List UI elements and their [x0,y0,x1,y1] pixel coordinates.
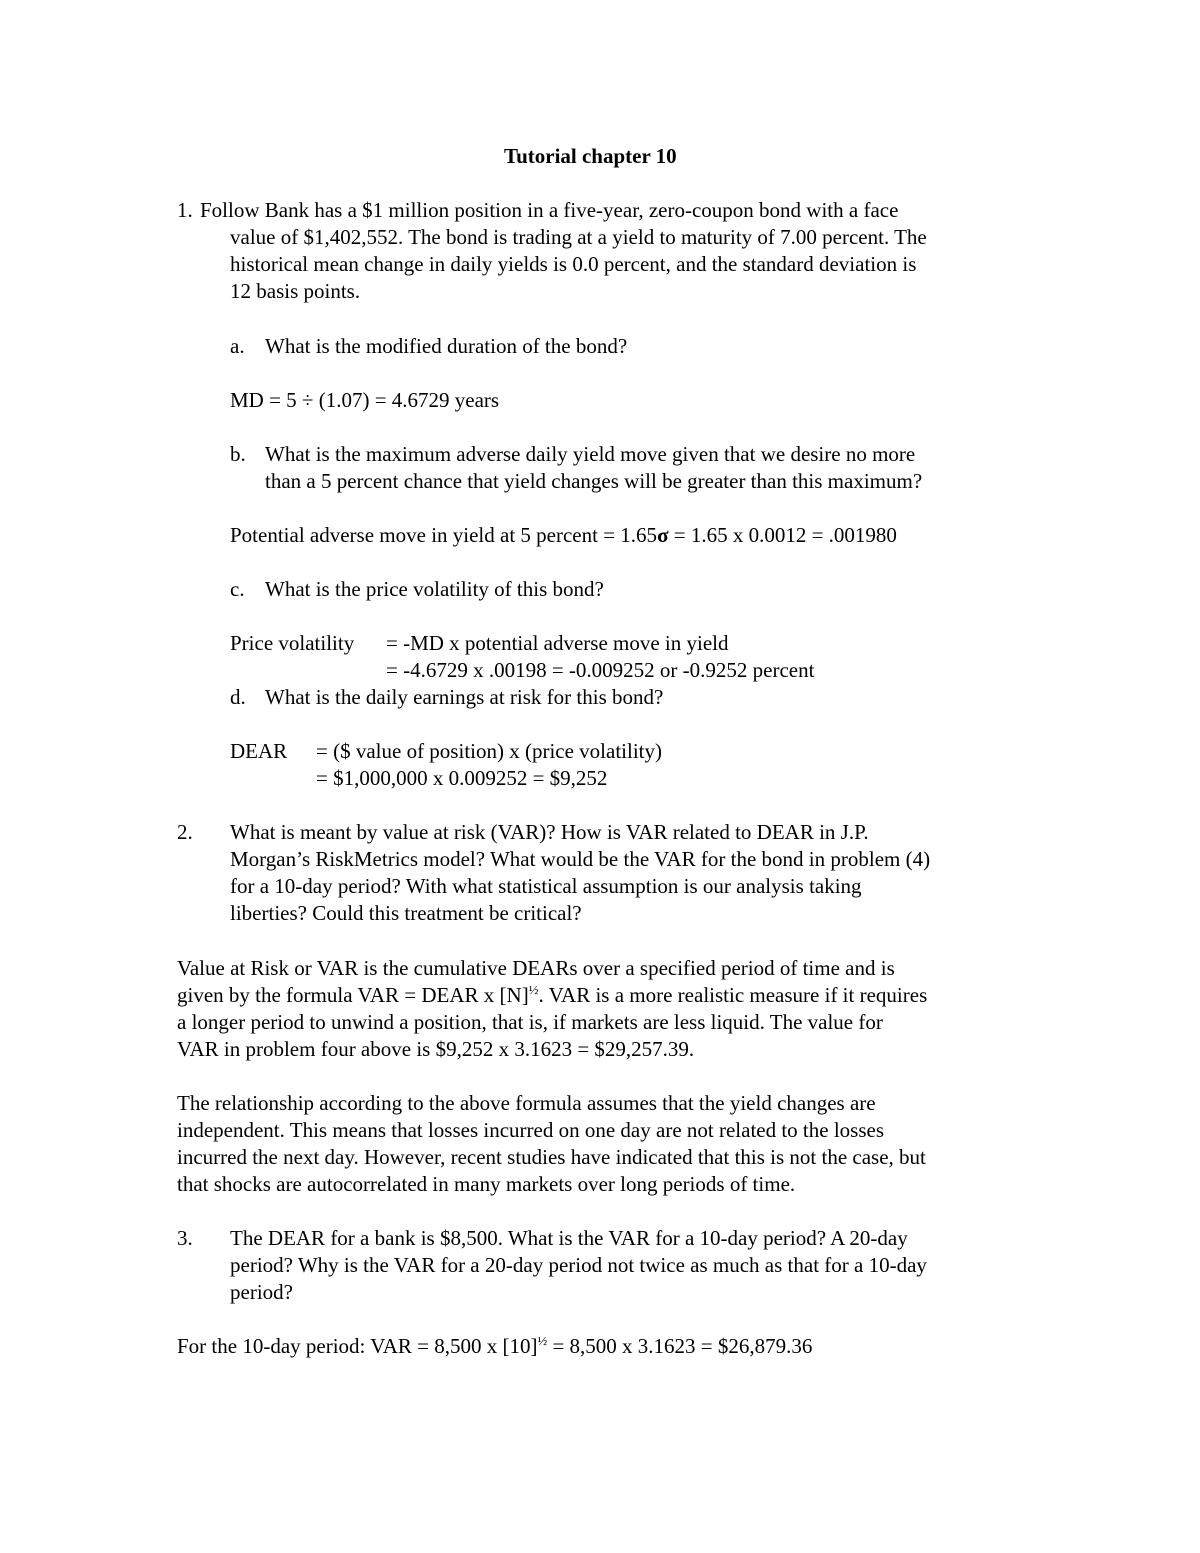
answer-text: The relationship according to the above formula assumes that the yield changes are [177,1091,876,1115]
answer-text: For the 10-day period: VAR = 8,500 x $[10]^{\frac{1}{2}} = 8,500$ x 3.1623 = $26,879.36 [177,1333,813,1358]
question-number: 1. [177,198,193,222]
question-text-line: Morgan’s RiskMetrics model? What would be the VAR for the bond in problem (4) [230,847,931,871]
question-text-line: period? Why is the VAR for a 20-day period not twice as much as that for a 10-day [230,1253,927,1277]
subquestion-label: c. [230,577,245,601]
question-text-line: The DEAR for a bank is $8,500. What is the VAR for a 10-day period? A 20-day [230,1226,908,1250]
answer-text: VAR in problem four above is $9,252 x 3.1623 = $29,257.39. [177,1037,695,1061]
subquestion-text: What is the maximum adverse daily yield move given that we desire no more [265,442,916,466]
page-title: Tutorial chapter 10 [504,144,677,168]
answer-text: = -4.6729 x .00198 = -0.009252 or -0.9252 percent [386,658,815,682]
answer-text: = -MD x potential adverse move in yield [386,631,729,655]
subquestion-label: a. [230,334,245,358]
subquestion-label: b. [230,442,246,466]
question-text-line: 12 basis points. [230,279,361,303]
question-text-line: liberties? Could this treatment be critical? [230,901,582,925]
subquestion-text: What is the modified duration of the bond? [265,334,628,358]
question-text-line: value of $1,402,552. The bond is trading at a yield to maturity of 7.00 percent. The [230,225,927,249]
answer-text: = $1,000,000 x 0.009252 = $9,252 [316,766,608,790]
answer-text: a longer period to unwind a position, that is, if markets are less liquid. The value for [177,1010,883,1034]
question-text-line: for a 10-day period? With what statistical assumption is our analysis taking [230,874,862,898]
answer-text: Potential adverse move in yield at 5 percent = 1.65σ = 1.65 x 0.0012 = .001980 [230,523,897,547]
subquestion-text: What is the price volatility of this bond? [265,577,604,601]
question-text-line: period? [230,1280,293,1304]
answer-text: that shocks are autocorrelated in many markets over long periods of time. [177,1172,796,1196]
answer-term: Price volatility [230,631,355,655]
answer-text: Value at Risk or VAR is the cumulative DEARs over a specified period of time and is [177,956,895,980]
answer-text: independent. This means that losses incurred on one day are not related to the losses [177,1118,885,1142]
answer-text: incurred the next day. However, recent studies have indicated that this is not the case, but [177,1145,926,1169]
subquestion-text: than a 5 percent chance that yield changes will be greater than this maximum? [265,469,923,493]
question-text-line: historical mean change in daily yields is 0.0 percent, and the standard deviation is [230,252,917,276]
answer-term: DEAR [230,739,288,763]
subquestion-text: What is the daily earnings at risk for this bond? [265,685,664,709]
answer-text: = ($ value of position) x (price volatility) [316,739,663,763]
question-number: 3. [177,1226,193,1250]
answer-text: MD = 5 ÷ (1.07) = 4.6729 years [230,388,500,412]
answer-text: given by the formula VAR = DEAR x $[N]^{\frac{1}{2}}$. VAR is a more realistic measure if it requires [177,982,928,1007]
question-text-line: Follow Bank has a $1 million position in a five-year, zero-coupon bond with a face [200,198,899,222]
question-number: 2. [177,820,193,844]
sigma-symbol: σ [657,523,669,547]
question-text-line: What is meant by value at risk (VAR)? How is VAR related to DEAR in J.P. [230,820,869,844]
subquestion-label: d. [230,685,246,709]
